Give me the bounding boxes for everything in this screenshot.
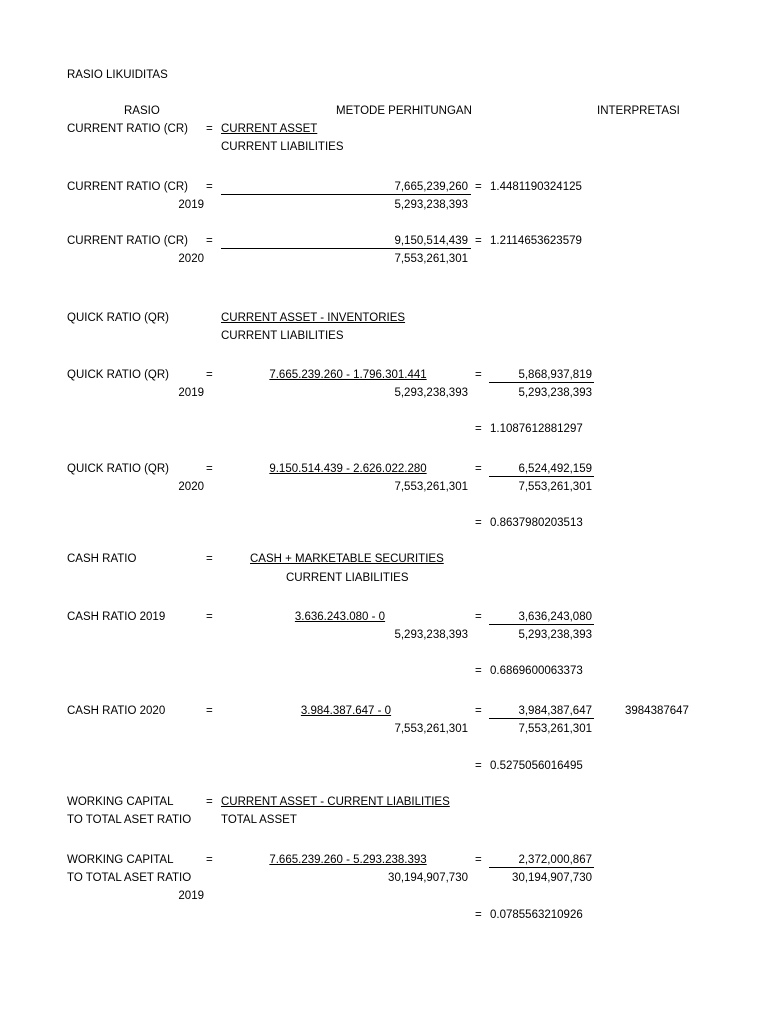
cr-formula-denominator: CURRENT LIABILITIES [221, 141, 344, 153]
cash-2020-numerator2: 3,984,387,647 [518, 705, 592, 717]
equals-sign: = [206, 181, 213, 193]
wc-formula-numerator: CURRENT ASSET - CURRENT LIABILITIES [221, 796, 450, 808]
equals-sign: = [475, 611, 482, 623]
header-interpretasi: INTERPRETASI [597, 105, 680, 117]
cr-2019-label: CURRENT RATIO (CR) [67, 181, 188, 193]
cash-2019-result: 0.6869600063373 [490, 665, 583, 677]
qr-2020-expression: 9.150.514.439 - 2.626.022.280 [269, 463, 427, 475]
qr-2020-numerator2: 6,524,492,159 [518, 463, 592, 475]
wc-2019-year: 2019 [178, 890, 204, 902]
cr-formula-numerator: CURRENT ASSET [221, 123, 318, 135]
wc-2019-denominator2: 30,194,907,730 [512, 872, 592, 884]
wc-2019-denominator: 30,194,907,730 [388, 872, 468, 884]
cash-2019-numerator2: 3,636,243,080 [518, 611, 592, 623]
equals-sign: = [475, 705, 482, 717]
cr-label: CURRENT RATIO (CR) [67, 123, 188, 135]
equals-sign: = [206, 705, 213, 717]
qr-2019-result: 1.1087612881297 [490, 423, 583, 435]
qr-formula-numerator: CURRENT ASSET - INVENTORIES [221, 312, 406, 324]
cash-formula-numerator: CASH + MARKETABLE SECURITIES [250, 553, 444, 565]
qr-2019-year: 2019 [178, 387, 204, 399]
wc-2019-result: 0.0785563210926 [490, 909, 583, 921]
cash-2020-expression: 3.984.387.647 - 0 [300, 705, 392, 717]
header-metode: METODE PERHITUNGAN [336, 105, 472, 117]
cr-2020-denominator: 7,553,261,301 [394, 253, 468, 265]
equals-sign: = [206, 123, 213, 135]
cr-2019-year: 2019 [178, 199, 204, 211]
qr-2019-numerator2: 5,868,937,819 [518, 369, 592, 381]
document-title: RASIO LIKUIDITAS [67, 69, 168, 81]
cash-formula-denominator: CURRENT LIABILITIES [286, 572, 409, 584]
cash-2019-expression: 3.636.243.080 - 0 [294, 611, 386, 623]
equals-sign: = [475, 665, 482, 677]
equals-sign: = [206, 463, 213, 475]
cash-2019-label: CASH RATIO 2019 [67, 611, 166, 623]
qr-2020-result: 0.8637980203513 [490, 517, 583, 529]
qr-2019-denominator: 5,293,238,393 [394, 387, 468, 399]
qr-2020-denominator2: 7,553,261,301 [518, 481, 592, 493]
equals-sign: = [206, 611, 213, 623]
qr-2020-label: QUICK RATIO (QR) [67, 463, 170, 475]
qr-2020-denominator: 7,553,261,301 [394, 481, 468, 493]
equals-sign: = [475, 854, 482, 866]
equals-sign: = [475, 760, 482, 772]
cr-2019-result: 1.4481190324125 [490, 181, 582, 193]
cr-2020-result: 1.2114653623579 [490, 235, 582, 247]
equals-sign: = [475, 423, 482, 435]
wc-2019-label-line1: WORKING CAPITAL [67, 854, 174, 866]
wc-2019-numerator2: 2,372,000,867 [518, 854, 592, 866]
cr-2019-denominator: 5,293,238,393 [394, 199, 468, 211]
cash-2020-extra-value: 3984387647 [625, 705, 689, 717]
wc-label-line1: WORKING CAPITAL [67, 796, 174, 808]
equals-sign: = [206, 235, 213, 247]
cr-2020-label: CURRENT RATIO (CR) [67, 235, 188, 247]
equals-sign: = [206, 796, 213, 808]
equals-sign: = [475, 369, 482, 381]
wc-2019-expression: 7.665.239.260 - 5.293.238.393 [269, 854, 427, 866]
equals-sign: = [475, 235, 482, 247]
qr-formula-denominator: CURRENT LIABILITIES [221, 330, 344, 342]
qr-label: QUICK RATIO (QR) [67, 312, 170, 324]
equals-sign: = [475, 463, 482, 475]
wc-formula-denominator: TOTAL ASSET [221, 814, 297, 826]
wc-2019-label-line2: TO TOTAL ASET RATIO [67, 872, 192, 884]
cash-2019-denominator: 5,293,238,393 [394, 629, 468, 641]
wc-label-line2: TO TOTAL ASET RATIO [67, 814, 192, 826]
cash-2020-denominator2: 7,553,261,301 [518, 723, 592, 735]
cash-2020-result: 0.5275056016495 [490, 760, 583, 772]
equals-sign: = [206, 854, 213, 866]
cr-2020-numerator: 9,150,514,439 [394, 235, 468, 247]
cr-2019-numerator: 7,665,239,260 [394, 181, 468, 193]
equals-sign: = [206, 369, 213, 381]
equals-sign: = [475, 181, 482, 193]
qr-2019-expression: 7.665.239.260 - 1.796.301.441 [269, 369, 427, 381]
equals-sign: = [475, 517, 482, 529]
equals-sign: = [475, 909, 482, 921]
qr-2020-year: 2020 [178, 481, 204, 493]
qr-2019-denominator2: 5,293,238,393 [518, 387, 592, 399]
qr-2019-label: QUICK RATIO (QR) [67, 369, 170, 381]
cash-2020-label: CASH RATIO 2020 [67, 705, 166, 717]
cash-2019-denominator2: 5,293,238,393 [518, 629, 592, 641]
cr-2020-year: 2020 [178, 253, 204, 265]
header-rasio: RASIO [124, 105, 160, 117]
cash-label: CASH RATIO [67, 553, 137, 565]
cash-2020-denominator: 7,553,261,301 [394, 723, 468, 735]
equals-sign: = [206, 553, 213, 565]
